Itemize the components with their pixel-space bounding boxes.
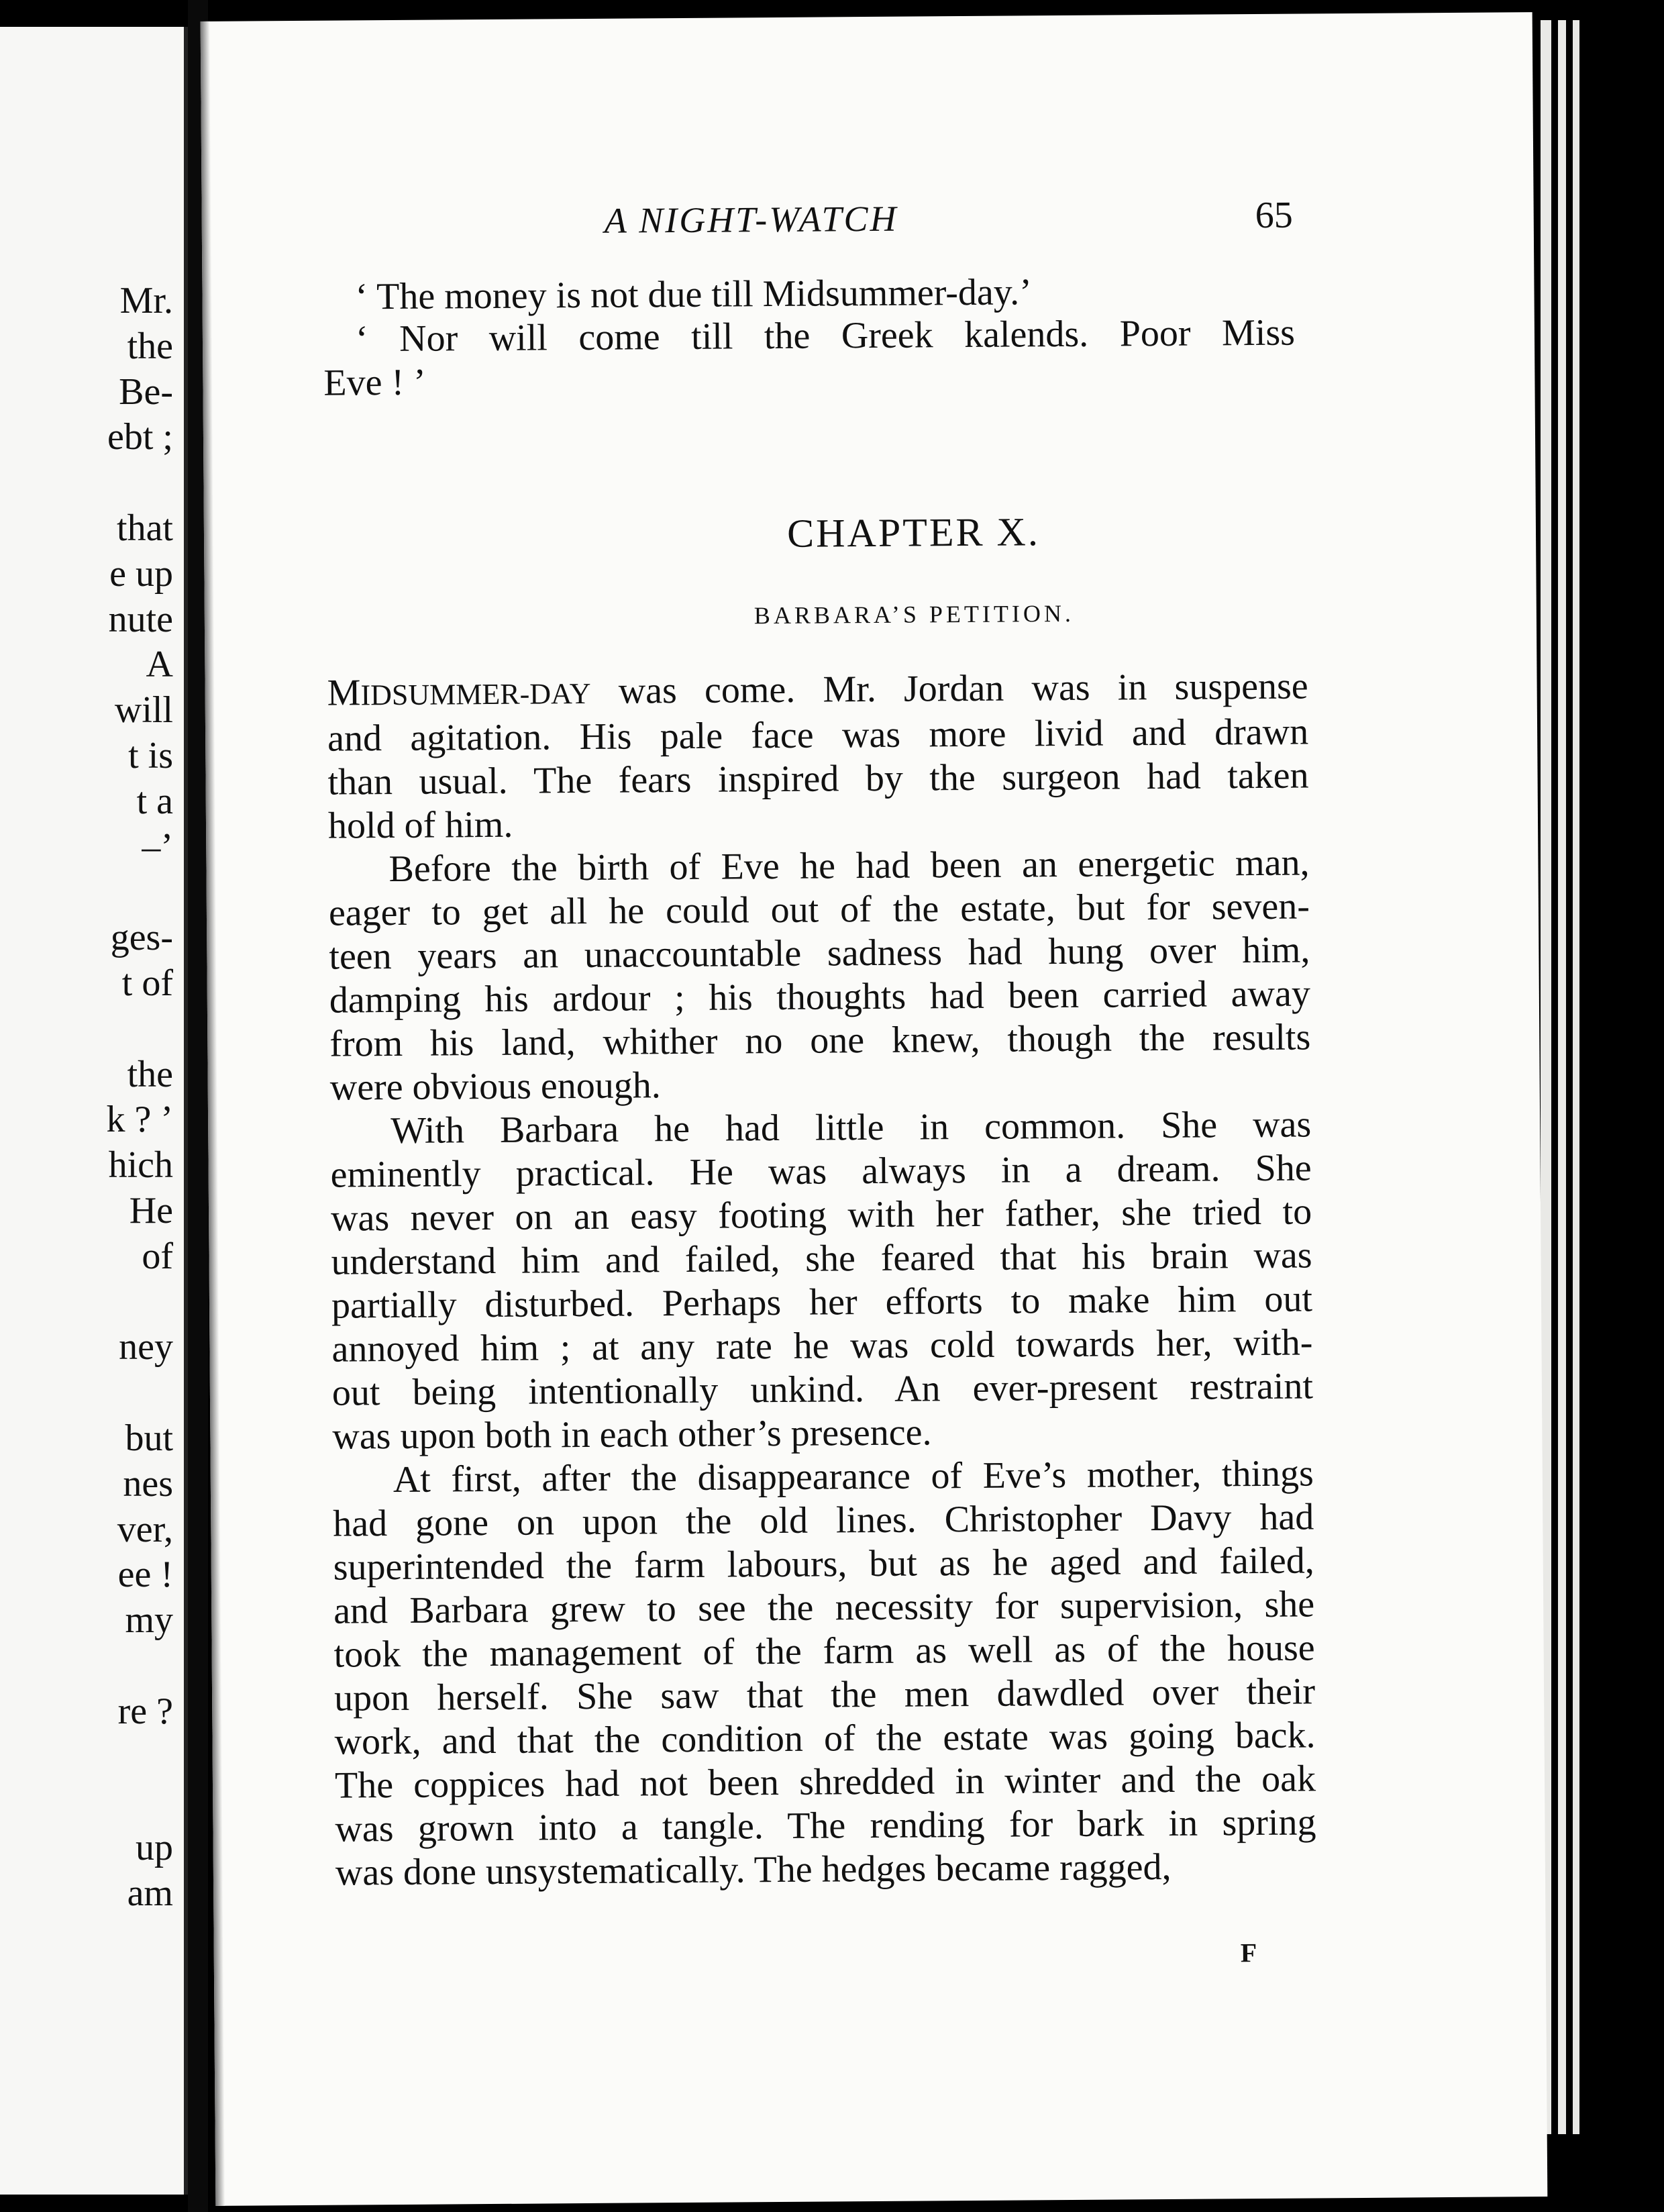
body-line: Before the birth of Eve he had been an energetic man,	[388, 842, 1310, 891]
left-page-line: ebt ;	[107, 416, 173, 458]
body-line: was grown into a tangle. The rending for bark in spring	[335, 1801, 1316, 1850]
body-line: was upon both in each other’s presence.	[332, 1411, 932, 1458]
left-page-line: He	[129, 1190, 173, 1231]
left-page-line: ver,	[117, 1508, 173, 1550]
body-line: was never on an easy footing with her father, she tried to	[330, 1191, 1312, 1240]
chapter-body	[327, 664, 1316, 1895]
left-page-line: the	[127, 325, 173, 367]
left-page-line: but	[125, 1417, 173, 1459]
left-page-line: –’	[142, 825, 173, 868]
body-line: out being intentionally unkind. An ever-present restraint	[331, 1365, 1314, 1414]
body-line: understand him and failed, she feared that his brain was	[331, 1234, 1312, 1283]
body-line: took the management of the farm as well as of the house	[333, 1627, 1315, 1676]
previous-text-line: Eve ! ’	[323, 361, 426, 404]
body-line: was done unsystematically. The hedges became ragged,	[335, 1846, 1172, 1894]
body-line: eminently practical. He was always in a dream. She	[330, 1147, 1312, 1196]
left-page-line: k ? ’	[106, 1099, 173, 1141]
body-line: teen years an unaccountable sadness had hung over him,	[329, 929, 1310, 978]
left-page-line: t is	[128, 735, 173, 776]
left-page-line: nute	[108, 598, 173, 640]
chapter-title: CHAPTER X.	[786, 509, 1041, 556]
body-line: superintended the farm labours, but as he aged and failed,	[333, 1540, 1314, 1589]
left-page-line: Mr.	[119, 280, 173, 321]
signature-mark: F	[1240, 1938, 1257, 1968]
body-line: hold of him.	[327, 803, 513, 847]
body-line: were obvious enough.	[329, 1064, 661, 1109]
left-page-line: A	[146, 644, 173, 686]
left-page-line: e up	[109, 552, 173, 595]
body-line: work, and that the condition of the estate was going back.	[334, 1714, 1316, 1763]
left-page-line: re ?	[117, 1690, 173, 1732]
left-page-line: of	[142, 1235, 173, 1277]
body-line: and agitation. His pale face was more livid and drawn	[327, 711, 1309, 760]
left-facing-page	[0, 27, 188, 2195]
body-line: and Barbara grew to see the necessity for supervision, she	[333, 1583, 1315, 1632]
left-page-line: up	[136, 1827, 173, 1869]
body-line: annoyed him ; at any rate he was cold towards her, with-	[331, 1321, 1313, 1370]
left-page-line: my	[125, 1599, 173, 1642]
body-line: partially disturbed. Perhaps her efforts to make him out	[331, 1278, 1313, 1327]
main-page	[201, 12, 1548, 2206]
left-page-line: ney	[119, 1326, 173, 1368]
previous-text-line: ‘ The money is not due till Midsummer-day.’	[355, 271, 1033, 318]
body-line: MIDSUMMER-DAY was come. Mr. Jordan was in suspense	[327, 665, 1308, 714]
left-page-line: t a	[136, 780, 173, 822]
page-edge	[1573, 20, 1579, 2134]
page-edge	[1558, 20, 1566, 2134]
body-line: With Barbara he had little in common. She was	[390, 1103, 1312, 1152]
body-line: eager to get all he could out of the estate, but for seven-	[328, 885, 1310, 934]
body-line: upon herself. She saw that the men dawdled over their	[333, 1670, 1316, 1719]
left-page-line: am	[127, 1872, 173, 1914]
body-line: damping his ardour ; his thoughts had been carried away	[329, 972, 1311, 1021]
left-page-line: will	[114, 689, 173, 732]
body-line: At first, after the disappearance of Eve’s mother, things	[393, 1452, 1314, 1501]
left-page-line: hich	[108, 1144, 173, 1187]
left-page-line: Be-	[119, 370, 173, 413]
previous-text-line: ‘ Nor will come till the Greek kalends. Poor Miss	[355, 311, 1296, 360]
left-page-line: ee !	[117, 1554, 173, 1596]
left-page-line: that	[117, 507, 173, 549]
page-number: 65	[1255, 194, 1293, 236]
body-line: from his land, whither no one knew, though the results	[329, 1016, 1311, 1065]
chapter-subtitle: BARBARA’S PETITION.	[753, 599, 1075, 630]
left-page-line: ges-	[110, 917, 173, 959]
body-line: than usual. The fears inspired by the surgeon had taken	[327, 754, 1309, 803]
running-head: A NIGHT-WATCH	[604, 198, 898, 241]
body-line: had gone on upon the old lines. Christopher Davy had	[333, 1496, 1314, 1545]
left-page-line: t of	[121, 962, 173, 1004]
left-page-line: nes	[123, 1462, 173, 1505]
body-line: The coppices had not been shredded in winter and the oak	[334, 1758, 1316, 1807]
left-page-line: the	[127, 1053, 173, 1095]
